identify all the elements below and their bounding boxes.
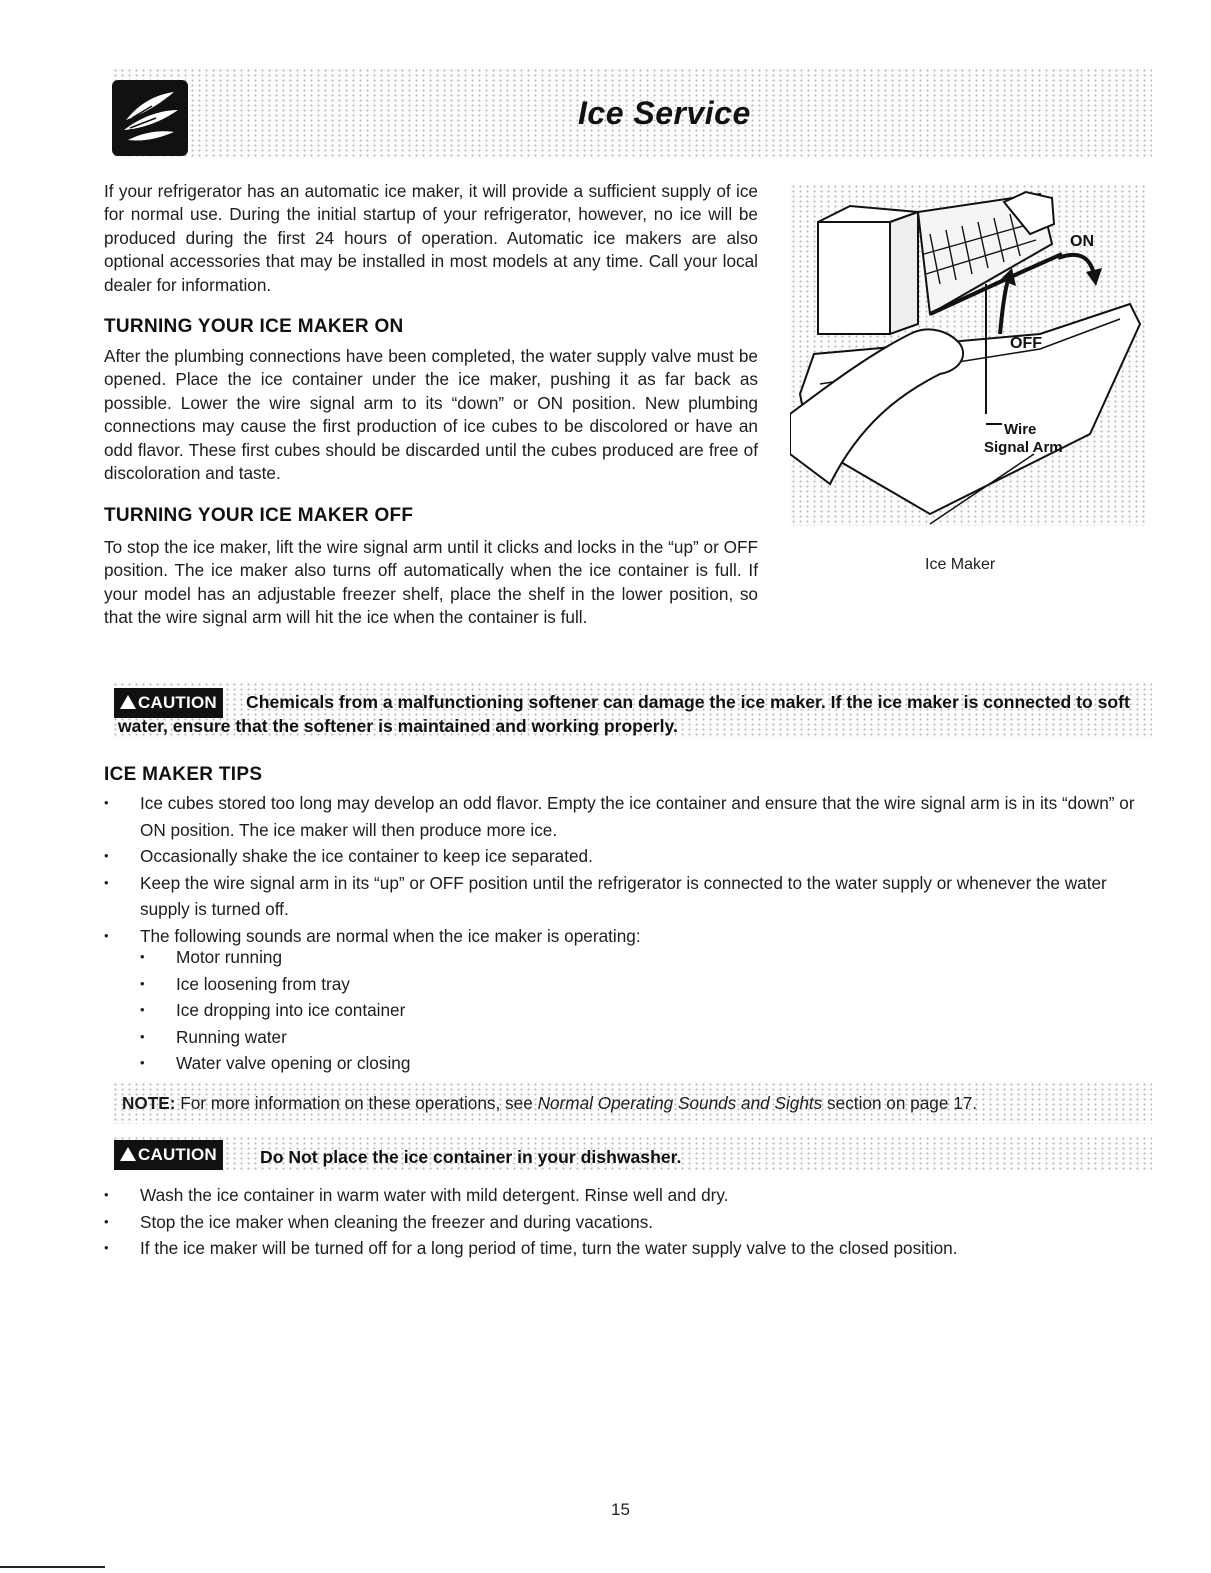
warning-triangle-icon [120, 1147, 136, 1161]
label-signal-arm: Signal Arm [984, 439, 1063, 456]
list-item: • Running water [140, 1024, 1040, 1051]
figure-caption: Ice Maker [925, 556, 996, 573]
turning-on-paragraph: After the plumbing connections have been completed, the water supply valve must be opened. Place the ice container under the ice maker, pushing it as far back as possible. Lower the wire signal arm to its “down” or ON position. New plumbing connections may cause the first production of ice cubes to be discolored or have an odd flavor. These first cubes should be discarded until the cubes produced are free of discoloration and taste. [104, 346, 758, 484]
list-item: • The following sounds are normal when the ice maker is operating: [104, 923, 1149, 950]
label-on: ON [1070, 233, 1094, 250]
caution-badge-dishwasher [114, 1140, 223, 1170]
list-item: • Ice dropping into ice container [140, 997, 1040, 1024]
tips-list [104, 790, 1149, 949]
caution-text-softener: Chemicals from a malfunctioning softener can damage the ice maker. If the ice maker is connected to soft water, ensure that the softener is maintained and working properly. [118, 692, 1130, 736]
caution-text-dishwasher: Do Not place the ice container in your dishwasher. [260, 1147, 682, 1167]
heading-turning-on: TURNING YOUR ICE MAKER ON [104, 316, 404, 337]
footer-rule [0, 1566, 105, 1568]
list-item: • Ice loosening from tray [140, 971, 1040, 998]
page-title: Ice Service [578, 95, 751, 131]
heading-turning-off: TURNING YOUR ICE MAKER OFF [104, 505, 414, 526]
list-item: • If the ice maker will be turned off for a long period of time, turn the water supply valve to the closed position. [104, 1235, 1149, 1262]
list-item: • Keep the wire signal arm in its “up” or OFF position until the refrigerator is connected to the water supply or whenever the water supply is turned off. [104, 870, 1149, 923]
care-list [104, 1182, 1149, 1262]
heading-ice-maker-tips: ICE MAKER TIPS [104, 764, 263, 785]
list-item: • Ice cubes stored too long may develop an odd flavor. Empty the ice container and ensure that the wire signal arm is in its “down” or ON position. The ice maker will then produce more ice. [104, 790, 1149, 843]
ice-maker-illustration [790, 184, 1145, 526]
list-item: • Stop the ice maker when cleaning the freezer and during vacations. [104, 1209, 1149, 1236]
caution-badge-label: CAUTION [138, 693, 217, 712]
turning-off-paragraph: To stop the ice maker, lift the wire signal arm until it clicks and locks in the “up” or OFF position. The ice maker also turns off automatically when the ice container is full. If your model has an adjustable freezer shelf, place the shelf in the lower position, so that the wire signal arm will hit the ice when the container is full. [104, 537, 758, 628]
leaf-ice-icon [112, 80, 188, 156]
caution-badge-label: CAUTION [138, 1145, 217, 1164]
list-item: • Occasionally shake the ice container to keep ice separated. [104, 843, 1149, 870]
note-text-after: section on page 17. [822, 1093, 978, 1113]
note-link-title: Normal Operating Sounds and Sights [537, 1093, 823, 1113]
note-line [122, 1093, 977, 1114]
page-number: 15 [611, 1500, 630, 1519]
note-text-before: For more information on these operations, see [175, 1093, 538, 1113]
label-off: OFF [1010, 335, 1042, 352]
intro-paragraph: If your refrigerator has an automatic ice maker, it will provide a sufficient supply of ice for normal use. During the initial startup of your refrigerator, however, no ice will be produced during the first 24 hours of operation. Automatic ice makers are also optional accessories that may be installed in most models at any time. Call your local dealer for information. [104, 181, 758, 295]
list-item: • Motor running [140, 944, 1040, 971]
sounds-list [140, 944, 1040, 1077]
label-wire: Wire [1004, 421, 1037, 438]
list-item: • Wash the ice container in warm water with mild detergent. Rinse well and dry. [104, 1182, 1149, 1209]
note-label: NOTE: [122, 1093, 176, 1113]
list-item: • Water valve opening or closing [140, 1050, 1040, 1077]
